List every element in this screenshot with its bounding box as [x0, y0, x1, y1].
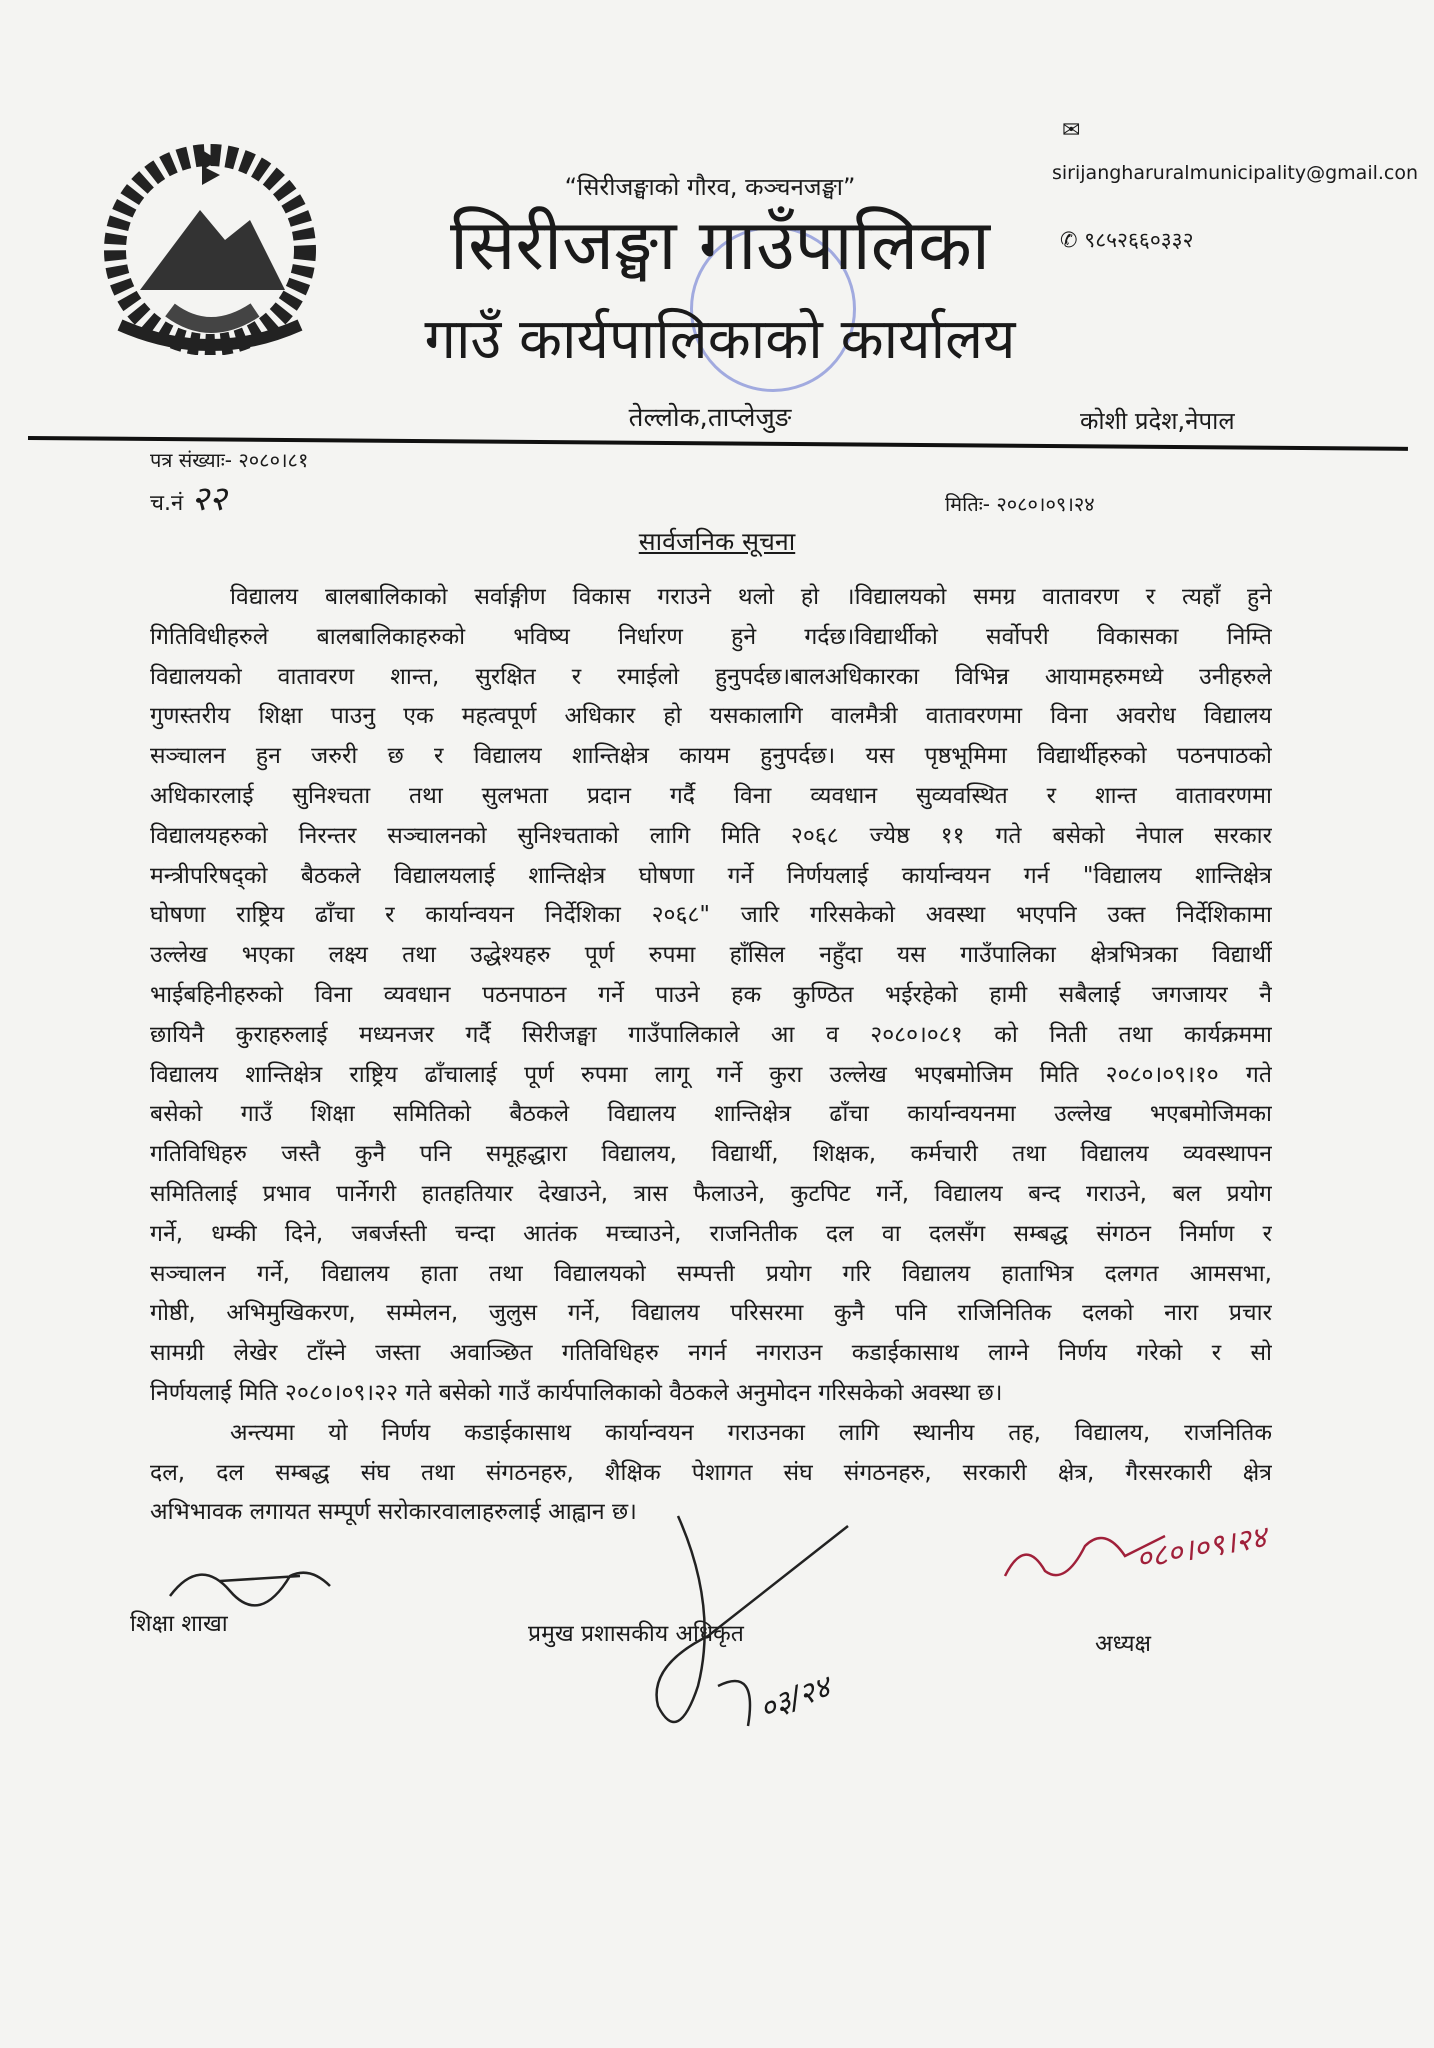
notice-line: घोषणा राष्ट्रिय ढाँचा र कार्यान्वयन निर्देशिका २०६८" जारि गरिसकेको अवस्था भएपनि उक्त निर्देशिकामा [150, 902, 1272, 929]
notice-line: विद्यालय बालबालिकाको सर्वाङ्गीण विकास गराउने थलो हो ।विद्यालयको समग्र वातावरण र त्यहाँ हुने [230, 584, 1272, 610]
phone [1060, 226, 1194, 254]
notice-line: भाईबहिनीहरुको विना व्यवधान पठनपाठन गर्ने पाउने हक कुण्ठित भईरहेको हामी सबैलाई जगजायर नै [150, 981, 1272, 1008]
notice-heading: सार्वजनिक सूचना [638, 527, 796, 556]
notice-line: गुणस्तरीय शिक्षा पाउनु एक महत्वपूर्ण अधिकार हो यसकालागि वालमैत्री वातावरणमा विना अवरोध विद्यालय [150, 703, 1272, 730]
notice-line: अन्त्यमा यो निर्णय कडाईकासाथ कार्यान्वयन गराउनका लागि स्थानीय तह, विद्यालय, राजनितिक [230, 1419, 1272, 1446]
dispatch-label: च.नं [150, 491, 184, 516]
notice-line: गोष्ठी, अभिमुखिकरण, सम्मेलन, जुलुस गर्ने, विद्यालय परिसरमा कुनै पनि राजिनितिक दलको नारा प्रचार [150, 1300, 1272, 1327]
notice-line: छायिनै कुराहरुलाई मध्यनजर गर्दै सिरीजङ्घा गाउँपालिकाले आ व २०८०।०८१ को निती तथा कार्यक्रममा [150, 1021, 1272, 1048]
notice-line: सञ्चालन गर्ने, विद्यालय हाता तथा विद्यालयको सम्पत्ती प्रयोग गरि विद्यालय हाताभित्र दलगत आमसभा, [150, 1260, 1272, 1287]
notice-line: गितिविधीहरुले बालबालिकाहरुको भविष्य निर्धारण हुने गर्दछ।विद्यार्थीको सर्वोपरी विकासका निम्ति [150, 623, 1272, 650]
signature-education-section [130, 1606, 228, 1638]
signature-label: शिक्षा शाखा [130, 1611, 228, 1637]
office-title: गाउँ कार्यपालिकाको कार्यालय [424, 307, 1016, 372]
notice-line: गतिविधिहरु जस्तै कुनै पनि समूहद्धारा विद्यालय, विद्यार्थी, शिक्षक, कर्मचारी तथा विद्यालय व्यवस्थापन [150, 1141, 1272, 1168]
notice-line: बसेको गाउँ शिक्षा समितिको बैठकले विद्यालय शान्तिक्षेत्र ढाँचा कार्यान्वयनमा उल्लेख भएबमोजिमका [150, 1101, 1272, 1128]
slogan: “सिरीजङ्घाको गौरव, कञ्चनजङ्घा” [564, 173, 856, 201]
signature-label: प्रमुख प्रशासकीय अधिकृत [528, 1621, 744, 1647]
signature-mark [608, 1486, 868, 1766]
signature-cao [528, 1616, 835, 1728]
notice-line: विद्यालयहरुको निरन्तर सञ्चालनको सुनिश्चताको लागि मिति २०६८ ज्येष्ठ ११ गते बसेको नेपाल सरकार [150, 822, 1272, 849]
province: कोशी प्रदेश,नेपाल [1080, 407, 1235, 435]
notice-line: गर्ने, धम्की दिने, जबर्जस्ती चन्दा आतंक मच्चाउने, राजनितीक दल वा दलसँग सम्बद्ध संगठन निर्माण र [150, 1220, 1272, 1247]
email: sirijangharuralmunicipality@gmail.con [1052, 162, 1419, 184]
notice-body [150, 578, 1272, 1533]
signature-date: ०८०।०९।२४ [1133, 1519, 1270, 1578]
letter-date: मितिः- २०८०।०९।२४ [945, 492, 1095, 516]
notice-line: सञ्चालन हुन जरुरी छ र विद्यालय शान्तिक्षेत्र कायम हुनुपर्दछ। यस पृष्ठभूमिमा विद्यार्थीहरुको पठनपाठको [150, 743, 1272, 770]
notice-line: मन्त्रीपरिषद्को बैठकले विद्यालयलाई शान्तिक्षेत्र घोषणा गर्ने निर्णयलाई कार्यान्वयन गर्न "विद्यालय शान्तिक्षेत्र [150, 862, 1272, 889]
notice-line: सामग्री लेखेर टाँस्ने जस्ता अवाञ्छित गतिविधिहरु नगर्न नगराउन कडाईकासाथ लाग्ने निर्णय गरेको र सो [150, 1340, 1272, 1367]
nepal-emblem [90, 140, 330, 355]
reference-number: पत्र संख्याः- २०८०।८१ [150, 448, 309, 472]
phone-icon: ✆ [1060, 228, 1078, 252]
notice-line: निर्णयलाई मिति २०८०।०९।२२ गते बसेको गाउँ कार्यपालिकाको वैठकले अनुमोदन गरिसकेको अवस्था छ। [150, 1379, 1003, 1406]
signature-label: अध्यक्ष [1095, 1631, 1152, 1657]
signature-chairperson [1095, 1519, 1270, 1658]
phone-number: ९८५२६६०३३२ [1084, 228, 1194, 252]
notice-line: अधिकारलाई सुनिश्चता तथा सुलभता प्रदान गर्दै विना व्यवधान सुव्यवस्थित र शान्त वातावरणमा [150, 782, 1272, 809]
signature-mark [160, 1546, 360, 1616]
notice-line: समितिलाई प्रभाव पार्नेगरी हातहतियार देखाउने, त्रास फैलाउने, कुटपिट गर्ने, विद्यालय बन्द गराउने, बल प्रयोग [150, 1180, 1272, 1207]
notice-line: अभिभावक लगायत सम्पूर्ण सरोकारवालाहरुलाई आह्वान छ। [150, 1499, 637, 1526]
notice-line: विद्यालय शान्तिक्षेत्र राष्ट्रिय ढाँचालाई पूर्ण रुपमा लागू गर्ने कुरा उल्लेख भएबमोजिम मिति २०८०।०९।१० गते [150, 1061, 1272, 1088]
signature-date: ०३/२४ [754, 1669, 835, 1728]
dispatch-number [150, 474, 227, 520]
dispatch-value: २२ [191, 479, 227, 519]
envelope-icon: ✉ [1062, 118, 1081, 143]
notice-line: उल्लेख भएका लक्ष्य तथा उद्धेश्यहरु पूर्ण रुपमा हाँसिल नहुँदा यस गाउँपालिका क्षेत्रभित्रका विद्यार्थी [150, 942, 1272, 969]
address: तेल्लोक,ताप्लेजुङ [628, 403, 792, 433]
notice-line: दल, दल सम्बद्ध संघ तथा संगठनहरु, शैक्षिक पेशागत संघ संगठनहरु, सरकारी क्षेत्र, गैरसरकारी क्षेत्र [150, 1459, 1272, 1486]
municipality-title: सिरीजङ्घा गाउँपालिका [449, 204, 991, 286]
notice-line: विद्यालयको वातावरण शान्त, सुरक्षित र रमाईलो हुनुपर्दछ।बालअधिकारका विभिन्न आयामहरुमध्ये उनीहरुले [150, 663, 1272, 690]
